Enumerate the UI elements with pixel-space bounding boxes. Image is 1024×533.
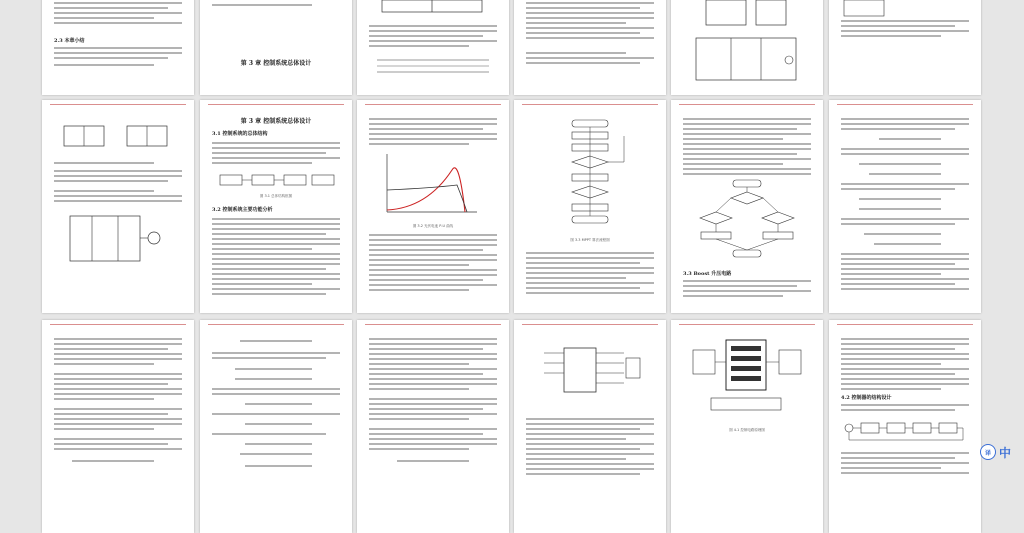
translate-icon[interactable]: 译 [980,444,996,460]
page-thumbnail[interactable] [357,100,509,313]
page-thumbnail[interactable] [357,0,509,95]
page-thumbnail[interactable] [514,320,666,533]
page-thumbnail[interactable] [671,100,823,313]
page-thumbnail[interactable] [829,100,981,313]
section-heading: 4.2 控制器的结构设计 [841,395,892,401]
page-thumbnail[interactable] [829,320,981,533]
page-thumbnail[interactable] [514,0,666,95]
page-thumbnail[interactable] [200,100,352,313]
pv-curve-chart [357,150,509,222]
page-thumbnail[interactable] [200,0,352,95]
figure-caption: 图 4.1 控制电路原理图 [729,428,765,432]
page-thumbnail[interactable] [671,0,823,95]
figure-caption: 图 3.3 MPPT 算法流程图 [570,238,610,242]
section-heading: 3.1 控制系统的总体结构 [212,131,268,137]
page-thumbnail[interactable] [671,320,823,533]
page-thumbnail[interactable] [42,320,194,533]
diagram-figure [839,0,899,18]
page-thumbnail[interactable] [42,0,194,95]
page-thumbnail[interactable] [829,0,981,95]
figure-caption [42,274,194,278]
figure-caption: 图 3.2 光伏电池 P-U 曲线 [412,224,454,228]
control-block-diagram [829,416,981,446]
section-heading: 2.3 本章小结 [54,38,85,44]
flowchart-figure [671,178,823,268]
chapter-title: 第 3 章 控制系统总体设计 [240,118,312,125]
chapter-title: 第 3 章 控制系统总体设计 [240,60,312,67]
chip-schematic [514,338,666,413]
table-figure [357,58,509,74]
circuit-figure [357,0,509,58]
section-heading: 3.3 Boost 升压电路 [683,271,732,277]
translate-widget[interactable] [980,443,1020,461]
section-heading: 3.2 控制系统主要功能分析 [212,207,273,213]
figure-caption: 图 3.1 总体结构框图 [259,194,293,198]
flowchart-figure [514,116,666,236]
circuit-figure [42,120,194,156]
block-diagram [200,170,352,192]
circuit-figure [671,0,823,88]
page-thumbnail[interactable] [357,320,509,533]
language-label[interactable]: 中 [999,445,1012,460]
page-thumbnail[interactable] [514,100,666,313]
circuit-figure [42,210,194,270]
page-thumbnail[interactable] [200,320,352,533]
figure-caption [514,408,666,412]
circuit-schematic [671,332,823,427]
page-thumbnail[interactable] [42,100,194,313]
